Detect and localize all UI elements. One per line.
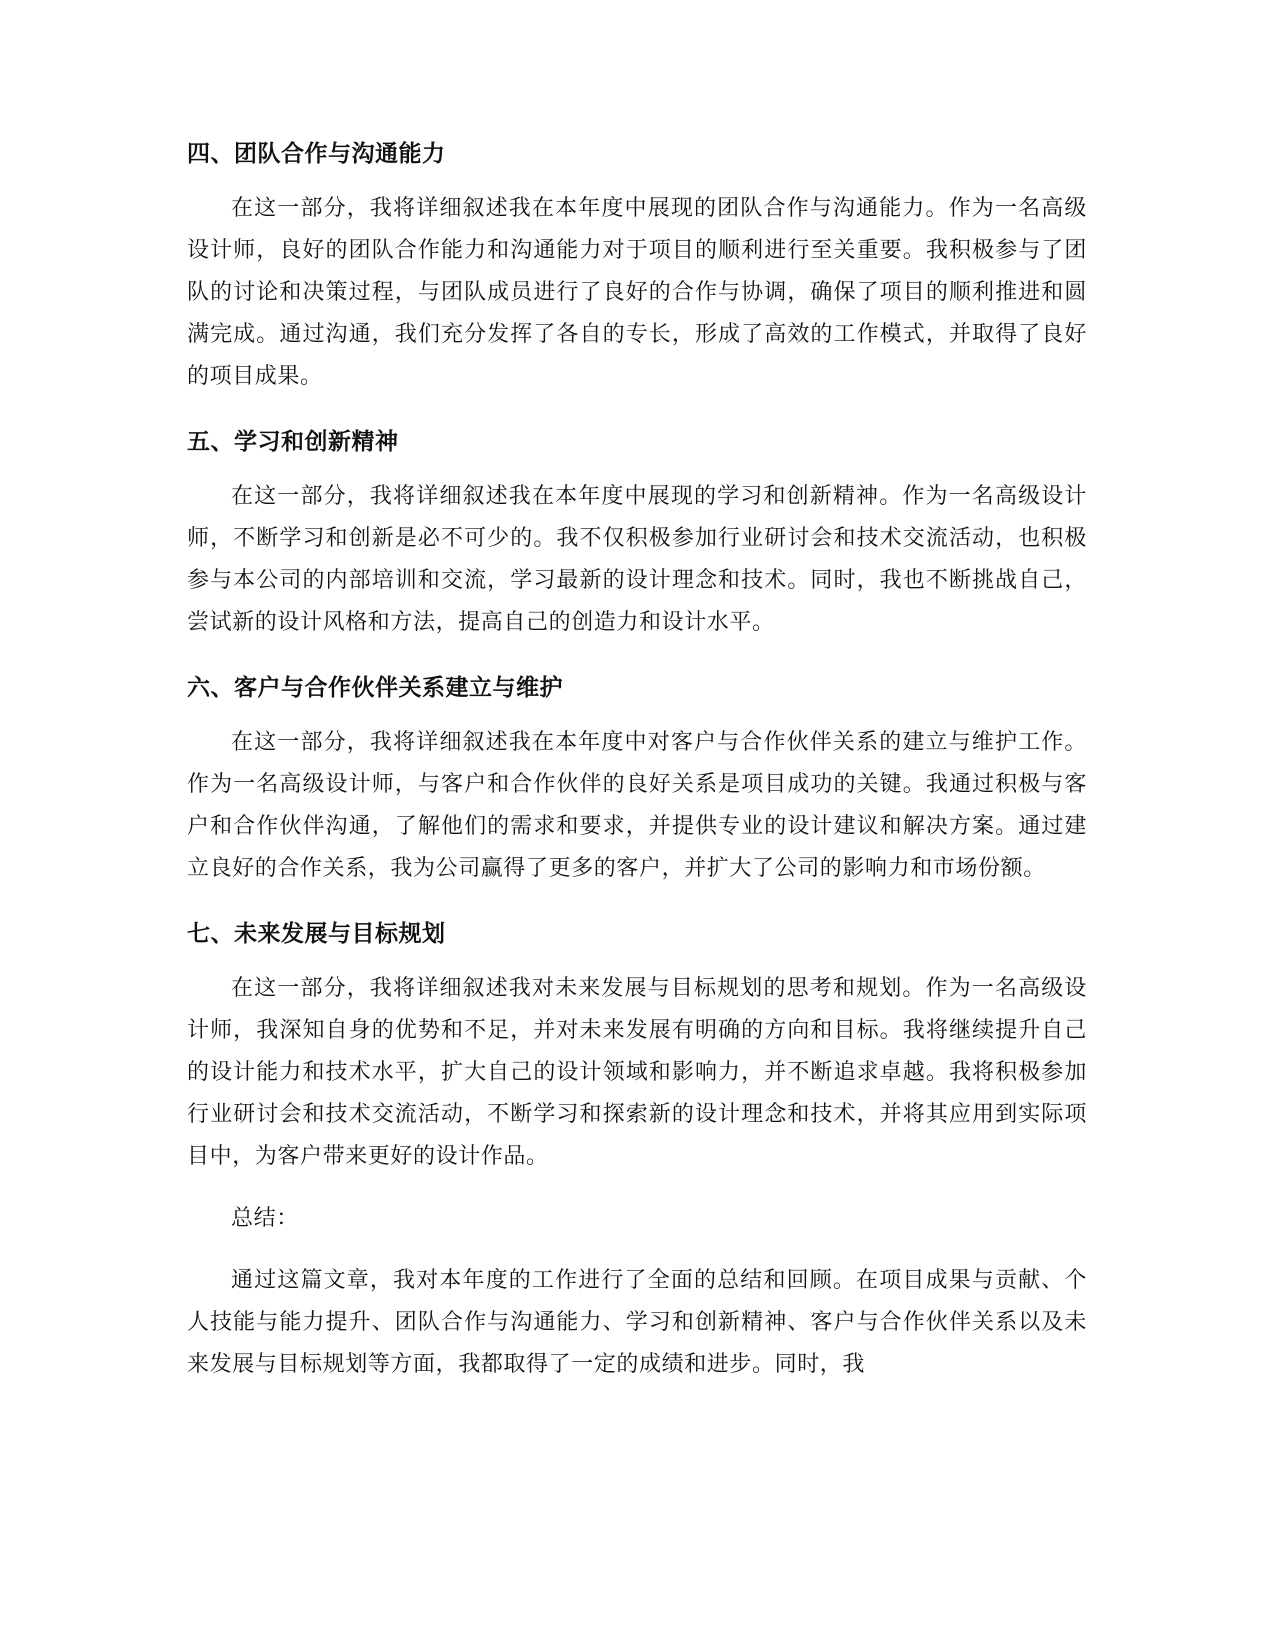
section-body-teamwork: 在这一部分，我将详细叙述我在本年度中展现的团队合作与沟通能力。作为一名高级设计师，良好的团队合作能力和沟通能力对于项目的顺利进行至关重要。我积极参与了团队的讨论和决策过程，与团队成员进行了良好的合作与协调，确保了项目的顺利推进和圆满完成。通过沟通，我们充分发挥了各自的专长，形成了高效的工作模式，并取得了良好的项目成果。: [187, 196, 1087, 389]
section-body-future: 在这一部分，我将详细叙述我对未来发展与目标规划的思考和规划。作为一名高级设计师，我深知自身的优势和不足，并对未来发展有明确的方向和目标。我将继续提升自己的设计能力和技术水平，扩大自己的设计领域和影响力，并不断追求卓越。我将积极参加行业研讨会和技术交流活动，不断学习和探索新的设计理念和技术，并将其应用到实际项目中，为客户带来更好的设计作品。: [187, 976, 1087, 1169]
document-content: [187, 138, 1087, 1386]
summary-body: 通过这篇文章，我对本年度的工作进行了全面的总结和回顾。在项目成果与贡献、个人技能与能力提升、团队合作与沟通能力、学习和创新精神、客户与合作伙伴关系以及未来发展与目标规划等方面，我都取得了一定的成绩和进步。同时，我: [187, 1268, 1087, 1377]
section-heading-clients: 六、客户与合作伙伴关系建立与维护: [187, 675, 563, 701]
section-heading-learning: 五、学习和创新精神: [187, 429, 399, 455]
section-heading-teamwork: 四、团队合作与沟通能力: [187, 141, 446, 167]
summary-label: 总结：: [231, 1206, 299, 1231]
section-body-clients: 在这一部分，我将详细叙述我在本年度中对客户与合作伙伴关系的建立与维护工作。作为一名高级设计师，与客户和合作伙伴的良好关系是项目成功的关键。我通过积极与客户和合作伙伴沟通，了解他们的需求和要求，并提供专业的设计建议和解决方案。通过建立良好的合作关系，我为公司赢得了更多的客户，并扩大了公司的影响力和市场份额。: [187, 730, 1087, 881]
section-body-learning: 在这一部分，我将详细叙述我在本年度中展现的学习和创新精神。作为一名高级设计师，不断学习和创新是必不可少的。我不仅积极参加行业研讨会和技术交流活动，也积极参与本公司的内部培训和交流，学习最新的设计理念和技术。同时，我也不断挑战自己，尝试新的设计风格和方法，提高自己的创造力和设计水平。: [187, 484, 1087, 635]
section-heading-future: 七、未来发展与目标规划: [187, 921, 446, 947]
